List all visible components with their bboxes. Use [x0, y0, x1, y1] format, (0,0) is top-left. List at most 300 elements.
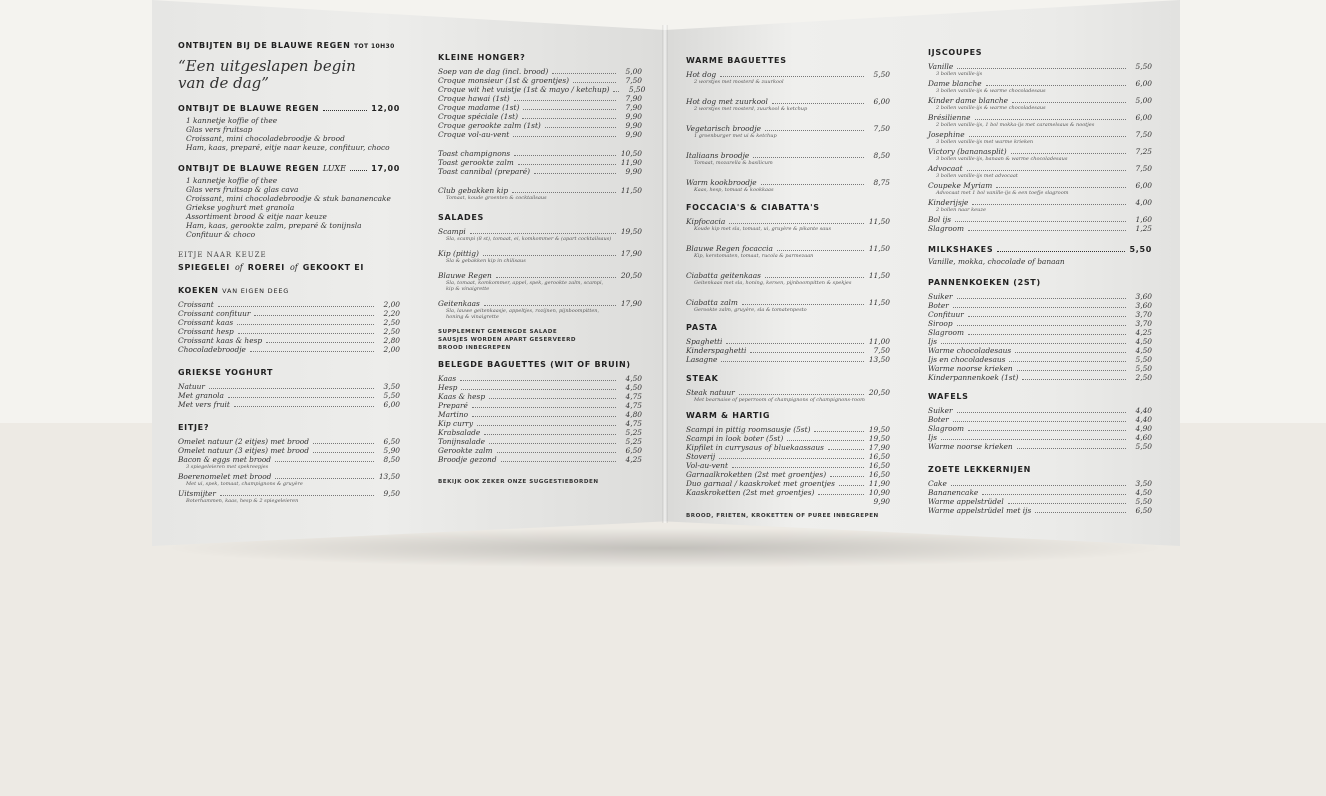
dot-leader — [514, 100, 616, 101]
salades-note: SUPPLEMENT GEMENGDE SALADE — [438, 329, 558, 335]
dot-leader — [1008, 503, 1126, 504]
item-price: 13,50 — [868, 355, 890, 364]
item-name: Croissant kaas & hesp — [178, 336, 263, 345]
item-price: 11,00 — [868, 337, 890, 346]
menu-item — [178, 472, 400, 481]
menu-item — [438, 374, 642, 383]
dot-leader — [518, 164, 616, 165]
item-name: Suiker — [928, 406, 953, 415]
menu-item — [928, 215, 1152, 224]
column-lunch — [438, 40, 646, 486]
item-name: Siroop — [928, 319, 953, 328]
item-name: Croissant hesp — [178, 327, 234, 336]
menu-item — [928, 310, 1152, 319]
salades-heading: SALADES — [438, 213, 485, 222]
salades-note: SAUSJES WORDEN APART GESERVEERD — [438, 337, 577, 343]
item-description: 3 bollen vanille-ijs met warme krieken — [936, 139, 1034, 145]
menu-item — [438, 149, 642, 158]
menu-item — [928, 424, 1152, 433]
item-price: 6,50 — [1135, 506, 1152, 515]
item-price: 4,50 — [625, 383, 642, 392]
item-name: Blauwe Regen focaccia — [686, 244, 773, 253]
item-name: Hot dog met zuurkool — [686, 97, 768, 106]
koeken-title: KOEKEN — [178, 286, 219, 295]
ontbijt-line: Croissant, mini chocoladebroodje & brood — [186, 134, 345, 143]
item-name: Croissant — [178, 300, 214, 309]
menu-item — [686, 388, 890, 397]
warm-hartig-heading: WARM & HARTIG — [686, 411, 771, 420]
item-price: 2,50 — [383, 327, 400, 336]
ontbijt-contents — [178, 116, 400, 152]
salades-list — [438, 227, 642, 320]
menu-item — [686, 70, 890, 79]
item-name: Croque wit het vuistje (1st & mayo / ketchup) — [438, 85, 610, 94]
column-dessert — [928, 36, 1152, 515]
dot-leader — [523, 109, 616, 110]
dot-leader — [228, 397, 374, 398]
item-name: Croque hawai (1st) — [438, 94, 510, 103]
ontbijt-price: 12,00 — [371, 104, 400, 113]
item-name: Kip (pittig) — [438, 249, 479, 258]
dot-leader — [739, 394, 864, 395]
spacer — [686, 87, 890, 97]
menu-item — [438, 401, 642, 410]
dot-leader — [968, 430, 1126, 431]
item-name: Warme noorse krieken — [928, 364, 1013, 373]
dot-leader — [753, 157, 864, 158]
item-price: 4,40 — [1135, 415, 1152, 424]
item-name: Boter — [928, 301, 949, 310]
item-price: 8,50 — [383, 455, 400, 464]
dot-leader — [350, 170, 367, 171]
ontbijt-luxe-line: Ham, kaas, gerookte zalm, preparé & tonijnsla — [186, 221, 362, 230]
item-price: 3,60 — [1135, 292, 1152, 301]
dot-leader — [957, 325, 1126, 326]
menu-item — [438, 94, 642, 103]
item-price: 11,50 — [868, 271, 890, 280]
dot-leader — [484, 434, 616, 435]
item-name: Ciabatta geitenkaas — [686, 271, 761, 280]
item-name: Warm kookbroodje — [686, 178, 757, 187]
salades-notes — [438, 328, 642, 352]
item-price: 11,50 — [868, 298, 890, 307]
item-price: 2,00 — [383, 345, 400, 354]
dot-leader — [323, 110, 367, 111]
item-name: Lasagne — [686, 355, 718, 364]
dot-leader — [234, 406, 374, 407]
menu-item — [928, 337, 1152, 346]
menu-item — [928, 147, 1152, 156]
dot-leader — [489, 443, 616, 444]
item-description: Sla & gebakken kip in chilisaus — [446, 258, 526, 264]
item-price: 4,50 — [1135, 488, 1152, 497]
menu-item — [178, 446, 400, 455]
ontbijt-luxe-title: ONTBIJT DE BLAUWE REGEN — [178, 164, 320, 173]
menu-item — [928, 292, 1152, 301]
item-name: Kaaskroketten (2st met groentjes) — [686, 488, 815, 497]
item-name: Met granola — [178, 391, 224, 400]
dot-leader — [765, 277, 864, 278]
dot-leader — [957, 298, 1126, 299]
spacer — [686, 234, 890, 244]
dot-leader — [470, 233, 616, 234]
menu-item — [178, 437, 400, 446]
item-name: Croque gerookte zalm (1st) — [438, 121, 541, 130]
dot-leader — [951, 485, 1126, 486]
item-price: 16,50 — [868, 461, 890, 470]
dot-leader — [489, 398, 616, 399]
suggestion-note: BEKIJK OOK ZEKER ONZE SUGGESTIEBORDEN — [438, 479, 599, 485]
menu-item — [686, 298, 890, 307]
item-price: 7,90 — [625, 103, 642, 112]
dot-leader — [975, 119, 1127, 120]
pasta-heading: PASTA — [686, 323, 718, 332]
item-name: Vanille — [928, 62, 954, 71]
item-name: Kipfocacia — [686, 217, 726, 226]
item-price: 3,50 — [383, 382, 400, 391]
dot-leader — [512, 192, 616, 193]
dot-leader — [742, 304, 864, 305]
item-name: Omelet natuur (2 eitjes) met brood — [178, 437, 309, 446]
menu-item — [928, 319, 1152, 328]
item-name: Soep van de dag (incl. brood) — [438, 67, 549, 76]
wafels-list — [928, 406, 1152, 451]
egg-choices — [178, 263, 400, 272]
item-name: Advocaat — [928, 164, 963, 173]
eitje-list — [178, 437, 400, 504]
item-name: Brésilienne — [928, 113, 971, 122]
ontbijt-luxe-label: LUXE — [322, 164, 346, 173]
item-price: 5,90 — [383, 446, 400, 455]
menu-item — [928, 79, 1152, 88]
item-description: 2 worstjes met mosterd & zuurkool — [694, 79, 784, 85]
item-description: Geitenkaas met sla, honing, kersen, pijnboompitten & spekjes — [694, 280, 852, 286]
item-name: Kinder dame blanche — [928, 96, 1009, 105]
dot-leader — [1017, 370, 1126, 371]
menu-item — [438, 227, 642, 236]
item-name: Vegetarisch broodje — [686, 124, 762, 133]
ijscoupes-heading: IJSCOUPES — [928, 48, 983, 57]
item-price: 11,90 — [868, 479, 890, 488]
menu-item — [686, 452, 890, 461]
item-description: Koude kip met sla, tomaat, ui, gruyère & pikante saus — [694, 226, 832, 232]
item-price: 6,00 — [1135, 79, 1152, 88]
dot-leader — [997, 251, 1125, 252]
tagline-quote — [178, 58, 400, 92]
item-description: Met bearnaise of peperroom of champignons of champignons-room — [694, 397, 865, 403]
zoete-list — [928, 479, 1152, 515]
belegde-list — [438, 374, 642, 464]
item-name: Slagroom — [928, 328, 965, 337]
menu-item — [178, 318, 400, 327]
item-price: 5,50 — [873, 70, 890, 79]
menu-item — [686, 151, 890, 160]
item-name: Stoverij — [686, 452, 716, 461]
item-description: Boterhammen, kaas, hesp & 2 spiegeleieren — [186, 498, 299, 504]
spacer — [438, 139, 642, 149]
item-name: Croque vol-au-vent — [438, 130, 510, 139]
item-price: 5,50 — [1135, 364, 1152, 373]
item-price: 7,50 — [1135, 164, 1152, 173]
egg-option: GEKOOKT EI — [302, 263, 365, 272]
item-name: Blauwe Regen — [438, 271, 492, 280]
menu-item — [928, 301, 1152, 310]
belegde-heading: BELEGDE BAGUETTES (WIT OF BRUIN) — [438, 360, 631, 369]
item-price: 5,50 — [628, 85, 646, 94]
breakfast-title: ONTBIJTEN BIJ DE BLAUWE REGEN — [178, 41, 351, 50]
item-description: Sla, lauwe geitenkaasje, appeltjes, rozijnen, pijnboompitten, honing & vinaigrette — [446, 308, 600, 320]
menu-item — [438, 130, 642, 139]
spacer — [686, 288, 890, 298]
dot-leader — [1017, 448, 1126, 449]
item-description: 2 bollen vanille-ijs, 1 bol mokka-ijs met caramelsaus & nootjes — [936, 122, 1095, 128]
menu-item — [928, 62, 1152, 71]
pannenkoeken-list — [928, 292, 1152, 382]
egg-or: of — [234, 263, 243, 272]
dot-leader — [238, 333, 374, 334]
item-name: Preparé — [438, 401, 468, 410]
dot-leader — [941, 343, 1126, 344]
menu-item — [438, 419, 642, 428]
dot-leader — [830, 476, 864, 477]
dot-leader — [313, 452, 374, 453]
menu-item — [438, 428, 642, 437]
menu-item — [928, 198, 1152, 207]
item-price: 5,50 — [383, 391, 400, 400]
menu-item — [178, 300, 400, 309]
item-name: Scampi in pittig roomsausje (5st) — [686, 425, 811, 434]
item-price: 2,50 — [383, 318, 400, 327]
item-name: Josephine — [928, 130, 965, 139]
menu-item — [686, 346, 890, 355]
yoghurt-heading: GRIEKSE YOGHURT — [178, 368, 274, 377]
item-price: 4,90 — [1135, 424, 1152, 433]
dot-leader — [483, 255, 616, 256]
item-price: 4,60 — [1135, 433, 1152, 442]
menu-item — [438, 383, 642, 392]
item-name: Kipfilet in currysaus of bluekaassaus — [686, 443, 824, 452]
item-price: 4,25 — [1135, 328, 1152, 337]
item-name: Kaas & hesp — [438, 392, 486, 401]
milkshakes-flavours — [928, 257, 1152, 266]
item-name: Confituur — [928, 310, 964, 319]
item-price: 5,00 — [625, 67, 642, 76]
item-price: 19,50 — [620, 227, 642, 236]
dot-leader — [969, 136, 1126, 137]
column-breakfast — [178, 30, 400, 506]
tagline-line-1: “Een uitgeslapen begin — [178, 57, 356, 75]
milkshakes-row — [928, 245, 1152, 254]
dot-leader — [313, 443, 374, 444]
tagline-line-2: van de dag” — [178, 74, 269, 92]
item-name: Croissant confituur — [178, 309, 251, 318]
item-description: 2 worstjes met mosterd, zuurkool & ketchup — [694, 106, 808, 112]
item-name: Duo garnaal / kaaskroket met groentjes — [686, 479, 835, 488]
dot-leader — [501, 461, 616, 462]
item-name: Cake — [928, 479, 947, 488]
egg-or: of — [289, 263, 298, 272]
dot-leader — [818, 494, 864, 495]
dot-leader — [968, 230, 1126, 231]
dot-leader — [957, 412, 1126, 413]
menu-item — [178, 382, 400, 391]
menu-item — [438, 186, 642, 195]
dot-leader — [1012, 102, 1126, 103]
menu-item — [686, 443, 890, 452]
koeken-subtitle: VAN EIGEN DEEG — [222, 287, 290, 295]
item-price: 9,90 — [625, 167, 642, 176]
dot-leader — [968, 316, 1126, 317]
menu-item — [928, 406, 1152, 415]
menu-item — [686, 488, 890, 497]
menu-item — [438, 455, 642, 464]
koeken-list — [178, 300, 400, 354]
item-name: Met vers fruit — [178, 400, 230, 409]
pannenkoeken-heading: PANNENKOEKEN (2ST) — [928, 278, 1041, 287]
dot-leader — [237, 324, 374, 325]
ontbijt-luxe-line: Assortiment brood & eitje naar keuze — [186, 212, 327, 221]
menu-item — [928, 113, 1152, 122]
menu-item — [686, 497, 890, 506]
item-price: 5,00 — [1135, 96, 1152, 105]
warm-hartig-note: BROOD, FRIETEN, KROKETTEN OF PUREE INBEGREPEN — [686, 513, 879, 519]
menu-item — [438, 158, 642, 167]
dot-leader — [484, 305, 616, 306]
menu-item — [438, 410, 642, 419]
item-description: Advocaat met 1 bol vanille-ijs & een toefje slagroom — [936, 190, 1069, 196]
menu-spine — [662, 25, 668, 523]
dot-leader — [250, 351, 374, 352]
item-name: Club gebakken kip — [438, 186, 509, 195]
dot-leader — [522, 118, 616, 119]
menu-item — [438, 85, 646, 94]
item-name: Slagroom — [928, 424, 965, 433]
ontbijt-row — [178, 104, 400, 113]
menu-item — [438, 67, 642, 76]
dot-leader — [967, 170, 1126, 171]
item-price: 11,90 — [620, 158, 642, 167]
dot-leader — [982, 494, 1126, 495]
item-name: Boter — [928, 415, 949, 424]
dot-leader — [1009, 361, 1126, 362]
item-price: 3,50 — [1135, 479, 1152, 488]
item-description: 3 bollen vanille-ijs met advocaat — [936, 173, 1018, 179]
dot-leader — [726, 343, 864, 344]
item-description: 3 spiegeleieren met spekreepjes — [186, 464, 269, 470]
item-description: Tomaat, mozarella & basilicum — [694, 160, 773, 166]
item-price: 4,75 — [625, 401, 642, 410]
breakfast-heading — [178, 41, 400, 52]
focaccia-heading: FOCCACIA'S & CIABATTA'S — [686, 203, 820, 212]
menu-item — [928, 506, 1152, 515]
item-price: 2,00 — [383, 300, 400, 309]
item-name: Toast champignons — [438, 149, 511, 158]
steak-list — [686, 388, 890, 403]
dot-leader — [545, 127, 616, 128]
dot-leader — [953, 421, 1126, 422]
item-name: Spaghetti — [686, 337, 723, 346]
menu-item — [686, 479, 890, 488]
item-name: Warme appelstrüdel met ijs — [928, 506, 1032, 515]
steak-heading: STEAK — [686, 374, 719, 383]
dot-leader — [275, 461, 374, 462]
item-name: Croque monsieur (1st & groentjes) — [438, 76, 570, 85]
item-price: 9,90 — [625, 112, 642, 121]
item-description: 2 bollen vanille-ijs & warme chocoladesaus — [936, 105, 1046, 111]
item-price: 5,50 — [1135, 355, 1152, 364]
dot-leader — [1035, 512, 1126, 513]
ijscoupes-list — [928, 62, 1152, 233]
item-name: Dame blanche — [928, 79, 982, 88]
menu-item — [686, 434, 890, 443]
item-name: Toast cannibal (preparé) — [438, 167, 531, 176]
item-price: 7,50 — [1135, 130, 1152, 139]
item-price: 4,50 — [625, 374, 642, 383]
spacer — [438, 176, 642, 186]
item-price: 11,50 — [868, 217, 890, 226]
dot-leader — [1022, 379, 1126, 380]
menu-item — [438, 121, 642, 130]
item-price: 6,00 — [1135, 113, 1152, 122]
egg-choice-label: EITJE NAAR KEUZE — [178, 251, 267, 259]
milkshakes-price: 5,50 — [1129, 245, 1152, 254]
menu-item — [686, 337, 890, 346]
item-price: 2,20 — [383, 309, 400, 318]
item-price: 6,00 — [383, 400, 400, 409]
dot-leader — [720, 76, 864, 77]
item-price: 4,75 — [625, 392, 642, 401]
item-name: Steak natuur — [686, 388, 735, 397]
item-price: 3,70 — [1135, 319, 1152, 328]
item-price: 17,90 — [620, 299, 642, 308]
item-name: Bacon & eggs met brood — [178, 455, 272, 464]
dot-leader — [732, 467, 864, 468]
item-price: 20,50 — [868, 388, 890, 397]
ontbijt-luxe-line: Confituur & choco — [186, 230, 256, 239]
item-price: 9,50 — [383, 489, 400, 498]
item-name: Gerookte zalm — [438, 446, 493, 455]
dot-leader — [461, 389, 616, 390]
menu-item — [686, 461, 890, 470]
item-description: Met ui, spek, tomaat, champignons & gruyère — [186, 481, 303, 487]
dot-leader — [839, 485, 864, 486]
item-price: 11,50 — [620, 186, 642, 195]
menu-item — [928, 224, 1152, 233]
salades-note: BROOD INBEGREPEN — [438, 345, 511, 351]
menu-item — [438, 392, 642, 401]
dot-leader — [220, 495, 374, 496]
item-name: Geitenkaas — [438, 299, 480, 308]
item-name: Garnaalkroketten (2st met groentjes) — [686, 470, 827, 479]
dot-leader — [1015, 352, 1126, 353]
menu-item — [178, 336, 400, 345]
item-price: 7,90 — [625, 94, 642, 103]
dot-leader — [266, 342, 374, 343]
menu-item — [928, 415, 1152, 424]
ontbijt-line: 1 kannetje koffie of thee — [186, 116, 278, 125]
dot-leader — [765, 130, 864, 131]
dot-leader — [573, 82, 616, 83]
item-price: 3,60 — [1135, 301, 1152, 310]
item-price: 4,80 — [625, 410, 642, 419]
item-name: Coupeke Myriam — [928, 181, 993, 190]
menu-item — [686, 355, 890, 364]
menu-item — [178, 345, 400, 354]
menu-item — [928, 130, 1152, 139]
item-name: Victory (bananasplit) — [928, 147, 1007, 156]
item-name: Croque spéciale (1st) — [438, 112, 518, 121]
kleine-honger-heading: KLEINE HONGER? — [438, 53, 526, 62]
